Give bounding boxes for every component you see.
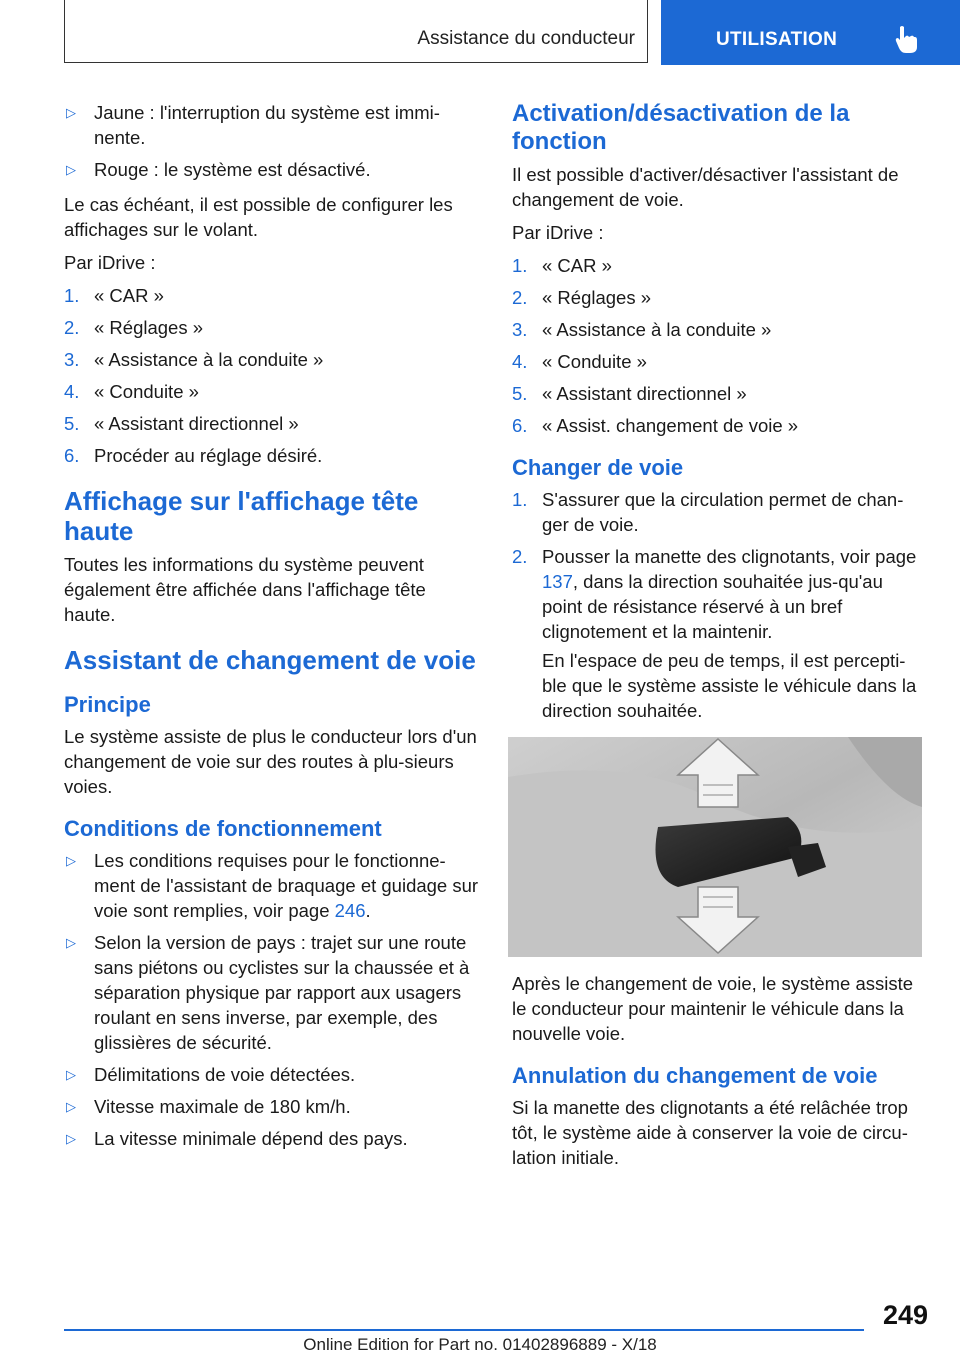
idrive-steps-list (64, 283, 480, 468)
list-item: 1. « CAR » (512, 255, 612, 276)
conditions-list (64, 848, 480, 1151)
heading-changer-de-voie: Changer de voie (512, 455, 684, 480)
list-item: 6. Procéder au réglage désiré. (64, 445, 323, 466)
triangle-bullet-icon: ▷ (66, 1131, 76, 1146)
heading-activation: Activation/désactivation de la fonction (512, 100, 850, 155)
paragraph-sub-step: En l'espace de peu de temps, il est percepti-ble que le système assiste le véhicule dans la direction souhaitée. (542, 650, 917, 721)
lane-change-steps-list (512, 487, 926, 644)
list-item: 1. S'assurer que la circulation permet de chan-ger de voie. (512, 489, 904, 535)
header-chapter-tab[interactable] (661, 0, 960, 65)
triangle-bullet-icon: ▷ (66, 853, 76, 868)
right-column (512, 100, 926, 1178)
list-item: ▷ Délimitations de voie détectées. (66, 1064, 356, 1085)
heading-lane-change-assistant: Assistant de changement de voie (64, 645, 476, 675)
paragraph-idrive: Par iDrive : (512, 222, 604, 243)
list-item: 4. « Conduite » (512, 351, 647, 372)
header-section-box (64, 0, 648, 63)
triangle-bullet-icon: ▷ (66, 1099, 76, 1114)
paragraph-config: Le cas échéant, il est possible de configurer les affichages sur le volant. (64, 194, 453, 240)
heading-hud: Affichage sur l'affichage tête haute (64, 486, 419, 546)
header-section-title: Assistance du conducteur (417, 28, 635, 49)
list-item: 2. « Réglages » (64, 317, 204, 338)
list-item: 2. Pousser la manette des clignotants, voir page 137, dans la direction souhaitée jus-qu'au point de résistance réservé à un bref clignotement et la maintenir. (512, 546, 917, 642)
list-item: ▷ La vitesse minimale dépend des pays. (66, 1128, 408, 1149)
idrive-steps-list (512, 253, 926, 438)
paragraph-activation: Il est possible d'activer/désactiver l'assistant de changement de voie. (512, 164, 899, 210)
list-item: ▷ Rouge : le système est désactivé. (66, 159, 371, 180)
header-chapter-label: UTILISATION (716, 29, 838, 50)
triangle-bullet-icon: ▷ (66, 1067, 76, 1082)
heading-annulation: Annulation du changement de voie (512, 1063, 878, 1088)
pointing-hand-icon (893, 25, 919, 55)
heading-conditions: Conditions de fonctionnement (64, 816, 382, 841)
list-item: 4. « Conduite » (64, 381, 199, 402)
list-item: ▷ Jaune : l'interruption du système est immi-nente. (66, 102, 440, 148)
page-number: 249 (882, 1300, 928, 1330)
heading-principe: Principe (64, 692, 151, 717)
page-link-137[interactable]: 137 (542, 571, 573, 592)
paragraph-idrive: Par iDrive : (64, 252, 156, 273)
status-colors-list (64, 100, 480, 182)
turn-signal-lever-illustration (508, 737, 922, 957)
paragraph-hud: Toutes les informations du système peuvent également être affichée dans l'affichage tête haute. (64, 554, 426, 625)
list-item: 3. « Assistance à la conduite » (64, 349, 324, 370)
list-item: 3. « Assistance à la conduite » (512, 319, 772, 340)
list-item: ▷ Les conditions requises pour le fonctionne-ment de l'assistant de braquage et guidage sur voie sont remplies, voir page 246. (66, 850, 479, 921)
paragraph-after-change: Après le changement de voie, le système assiste le conducteur pour maintenir le véhicule dans la nouvelle voie. (512, 973, 914, 1044)
list-item: 5. « Assistant directionnel » (64, 413, 299, 434)
page-link-246[interactable]: 246 (334, 900, 366, 921)
paragraph-principe: Le système assiste de plus le conducteur lors d'un changement de voie sur des routes à plu-sieurs voies. (64, 726, 477, 797)
left-column (64, 100, 480, 1161)
list-item: ▷ Selon la version de pays : trajet sur une route sans piétons ou cyclistes sur la chaussée et à séparation physique par rapport aux usagers roulant en sens inverse, par exemple, des glissières de sécurité. (66, 932, 470, 1053)
triangle-bullet-icon: ▷ (66, 105, 76, 120)
footer-edition: Online Edition for Part no. 01402896889 - X/18 (303, 1335, 657, 1354)
paragraph-annulation: Si la manette des clignotants a été relâchée trop tôt, le système aide à conserver la voie de circu-lation initiale. (512, 1097, 908, 1168)
triangle-bullet-icon: ▷ (66, 162, 76, 177)
triangle-bullet-icon: ▷ (66, 935, 76, 950)
list-item: 1. « CAR » (64, 285, 164, 306)
list-item: 2. « Réglages » (512, 287, 652, 308)
list-item: ▷ Vitesse maximale de 180 km/h. (66, 1096, 351, 1117)
footer-divider (64, 1329, 864, 1331)
list-item: 5. « Assistant directionnel » (512, 383, 747, 404)
list-item: 6. « Assist. changement de voie » (512, 415, 799, 436)
